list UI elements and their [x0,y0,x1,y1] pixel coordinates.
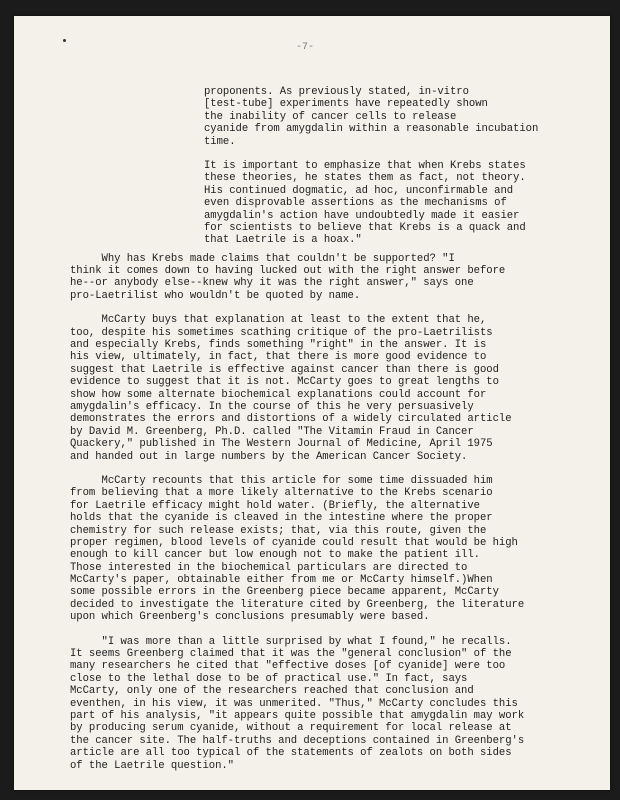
text-line: too, despite his sometimes scathing critique of the pro-Laetrilists [70,326,493,339]
text-line: upon which Greenberg's conclusions presumably were based. [70,611,430,624]
text-line: McCarty, only one of the researchers reached that conclusion and [70,685,474,698]
text-line: by producing serum cyanide, without a requirement for local release at [70,722,512,735]
text-line: of the Laetrile question." [70,759,234,772]
text-line: McCarty buys that explanation at least to the extent that he, [70,314,487,327]
text-line: chemistry for such release exists; that, via this route, given the [70,524,487,537]
text-line: pro-Laetrilist who wouldn't be quoted by name. [70,289,361,302]
text-line: proper regimen, blood levels of cyanide could result that would be high [70,536,518,549]
text-line: [test-tube] experiments have repeatedly shown [204,98,488,111]
text-line: Why has Krebs made claims that couldn't be supported? "I [70,252,455,265]
text-line: for scientists to believe that Krebs is a quack and [204,221,526,234]
paragraph-4 [70,636,610,772]
document-page [14,16,610,790]
text-line: cyanide from amygdalin within a reasonable incubation [204,123,539,136]
text-line: many researchers he cited that "effective doses [of cyanide] were too [70,660,506,673]
paragraph-1 [70,253,610,303]
text-line: close to the lethal dose to be of practical use." In fact, says [70,672,468,685]
text-line: holds that the cyanide is cleaved in the intestine where the proper [70,512,493,525]
block-quote-1 [70,86,610,148]
text-line: for Laetrile efficacy might hold water. (Briefly, the alternative [70,499,480,512]
text-line: that Laetrile is a hoax." [204,234,362,247]
text-line: demonstrates the errors and distortions of a widely circulated article [70,413,512,426]
text-line: even disprovable assertions as the mechanisms of [204,197,507,210]
text-line: some possible errors in the Greenberg piece became apparent, McCarty [70,586,499,599]
text-line: from believing that a more likely alternative to the Krebs scenario [70,487,493,500]
text-line: by David M. Greenberg, Ph.D. called "The Vitamin Fraud in Cancer [70,425,474,438]
text-line: the cancer site. The half-truths and deceptions contained in Greenberg's [70,734,525,747]
text-line: McCarty's paper, obtainable either from me or McCarty himself.)When [70,574,493,587]
text-line: suggest that Laetrile is effective against cancer than there is good [70,363,499,376]
text-line: his view, ultimately, in fact, that there is more good evidence to [70,351,487,364]
paragraph-2 [70,314,610,463]
text-line: amygdalin's action have undoubtedly made it easier [204,209,520,222]
document-body [70,86,610,772]
text-line: eventhen, in his view, it was unmerited. "Thus," McCarty concludes this [70,697,518,710]
text-line: decided to investigate the literature cited by Greenberg, the literature [70,598,525,611]
text-line: show how some alternate biochemical explanations could account for [70,388,487,401]
text-line: article are all too typical of the statements of zealots on both sides [70,747,512,760]
paragraph-3 [70,475,610,624]
text-line: he--or anybody else--knew why it was the right answer," says one [70,277,474,290]
paper-speck [63,39,66,42]
page-number: -7- [296,42,315,53]
block-quote-2 [70,160,610,247]
text-line: His continued dogmatic, ad hoc, unconfirmable and [204,184,514,197]
text-line: think it comes down to having lucked out with the right answer before [70,265,506,278]
text-line: time. [204,135,236,148]
text-line: the inability of cancer cells to release [204,110,457,123]
text-line: McCarty recounts that this article for some time dissuaded him [70,474,493,487]
text-line: "I was more than a little surprised by what I found," he recalls. [70,635,512,648]
text-line: It seems Greenberg claimed that it was the "general conclusion" of the [70,648,512,661]
text-line: and especially Krebs, finds something "right" in the answer. It is [70,339,487,352]
text-line: proponents. As previously stated, in-vitro [204,86,469,98]
text-line: these theories, he states them as fact, not theory. [204,172,526,185]
text-line: Quackery," published in The Western Journal of Medicine, April 1975 [70,438,493,451]
text-line: part of his analysis, "it appears quite possible that amygdalin may work [70,709,525,722]
text-line: It is important to emphasize that when Krebs states [204,159,526,172]
text-line: and handed out in large numbers by the American Cancer Society. [70,450,468,463]
text-line: enough to kill cancer but low enough not to make the patient ill. [70,549,480,562]
text-line: amygdalin's efficacy. In the course of this he very persuasively [70,400,474,413]
text-line: evidence to suggest that it is not. McCarty goes to great lengths to [70,376,499,389]
text-line: Those interested in the biochemical particulars are directed to [70,561,468,574]
